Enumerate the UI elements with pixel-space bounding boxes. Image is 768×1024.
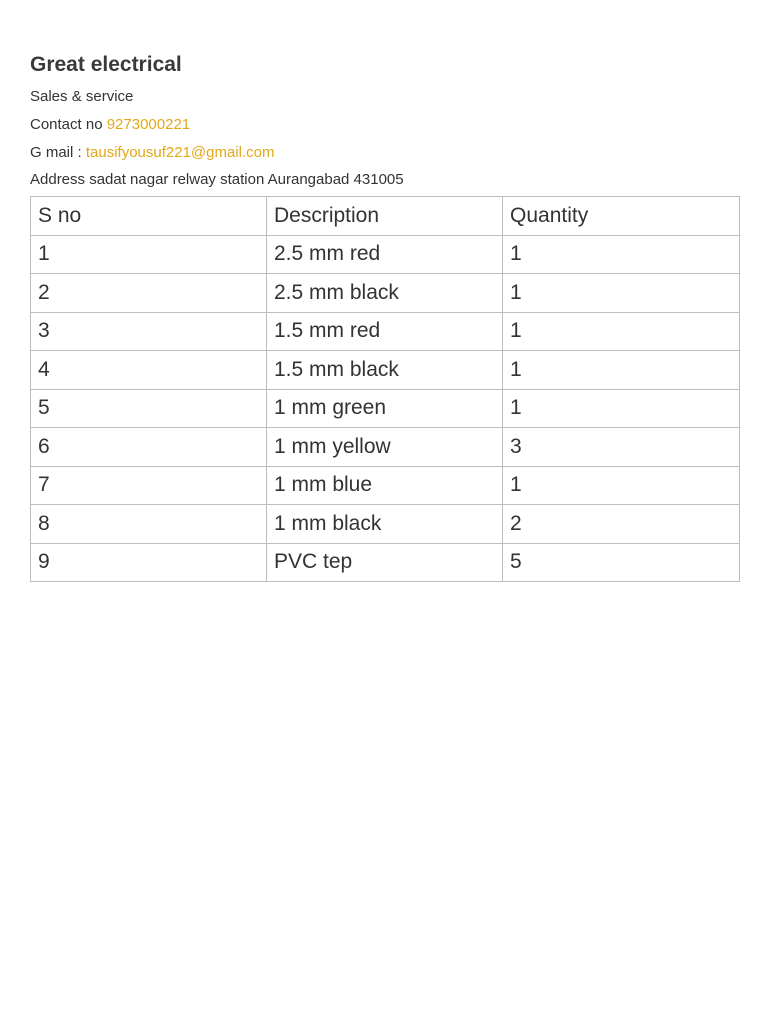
phone-link[interactable]: 9273000221 <box>106 116 191 133</box>
cell-quantity: 3 <box>503 428 740 467</box>
company-name: Great electrical <box>30 53 182 76</box>
cell-quantity: 1 <box>503 312 740 351</box>
email-link[interactable]: tausifyousuf221@gmail.com <box>85 144 275 161</box>
table-row <box>31 543 740 582</box>
cell-quantity: 1 <box>503 351 740 390</box>
cell-description: 2.5 mm red <box>267 235 503 274</box>
table-row <box>31 274 740 313</box>
cell-description: 1.5 mm black <box>267 351 503 390</box>
cell-quantity: 2 <box>503 505 740 544</box>
cell-description: 1 mm green <box>267 389 503 428</box>
cell-quantity: 1 <box>503 235 740 274</box>
subtitle: Sales & service <box>30 88 134 105</box>
cell-sno: 6 <box>31 428 267 467</box>
cell-sno: 8 <box>31 505 267 544</box>
items-table <box>30 196 740 582</box>
header-description: Description <box>267 197 503 236</box>
cell-quantity: 1 <box>503 389 740 428</box>
table-row <box>31 389 740 428</box>
cell-description: 1 mm black <box>267 505 503 544</box>
cell-quantity: 1 <box>503 466 740 505</box>
cell-sno: 4 <box>31 351 267 390</box>
table-header-row <box>31 197 740 236</box>
cell-description: 1.5 mm red <box>267 312 503 351</box>
contact-label: Contact no <box>30 116 107 133</box>
cell-description: 2.5 mm black <box>267 274 503 313</box>
table-row <box>31 428 740 467</box>
cell-sno: 9 <box>31 543 267 582</box>
cell-sno: 3 <box>31 312 267 351</box>
email-label: G mail : <box>30 144 86 161</box>
cell-description: 1 mm yellow <box>267 428 503 467</box>
table-row <box>31 505 740 544</box>
header-quantity: Quantity <box>503 197 740 236</box>
table-row <box>31 466 740 505</box>
cell-sno: 2 <box>31 274 267 313</box>
cell-description: PVC tep <box>267 543 503 582</box>
header-sno: S no <box>31 197 267 236</box>
cell-sno: 1 <box>31 235 267 274</box>
cell-quantity: 1 <box>503 274 740 313</box>
cell-sno: 5 <box>31 389 267 428</box>
contact-line <box>30 115 190 135</box>
email-line <box>30 143 275 163</box>
address-line: Address sadat nagar relway station Aurangabad 431005 <box>30 171 404 188</box>
table-row <box>31 351 740 390</box>
cell-quantity: 5 <box>503 543 740 582</box>
table-row <box>31 235 740 274</box>
table-row <box>31 312 740 351</box>
cell-description: 1 mm blue <box>267 466 503 505</box>
cell-sno: 7 <box>31 466 267 505</box>
